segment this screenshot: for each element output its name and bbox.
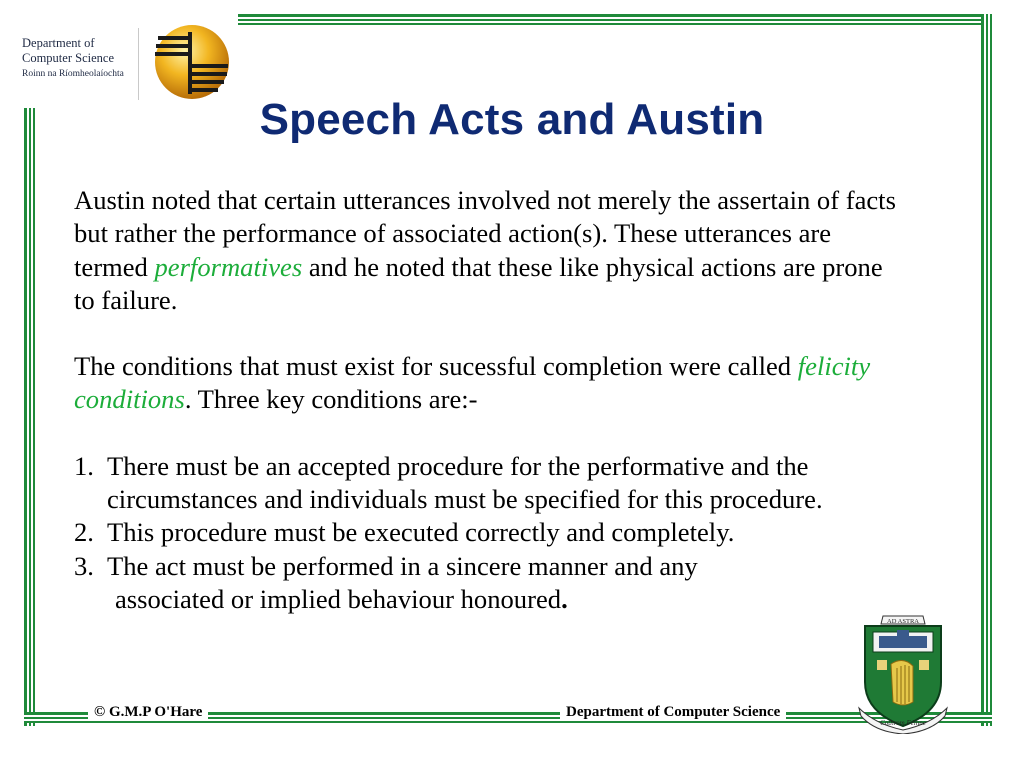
condition-end-period: . (561, 583, 568, 614)
crest-motto-bottom: Cothrom Féinne (880, 719, 926, 727)
condition-text-line-1: The act must be performed in a sincere manner and any (107, 550, 698, 581)
condition-text: This procedure must be executed correctly and completely. (107, 517, 735, 548)
condition-item (74, 516, 904, 549)
logo-line-2: Computer Science (22, 51, 114, 65)
term-performatives: performatives (154, 251, 303, 282)
logo-divider (138, 28, 139, 100)
logo-line-3: Roinn na Ríomheolaíochta (22, 69, 124, 79)
crest-motto-top: AD ASTRA (887, 618, 919, 625)
p2-text-before: The conditions that must exist for sucessful completion were called (74, 351, 798, 382)
slide-body (74, 184, 904, 616)
condition-number: 1. (74, 450, 94, 481)
slide-title: Speech Acts and Austin (259, 95, 765, 144)
footer-copyright: © G.M.P O'Hare (88, 704, 208, 721)
paragraph-performatives (74, 184, 904, 317)
paragraph-felicity (74, 350, 904, 417)
p1-text-after: and he noted that these like physical actions are prone to failure. (74, 251, 883, 315)
frame-left-border (24, 108, 35, 726)
condition-text-line-2: associated or implied behaviour honoured (115, 583, 562, 614)
department-logo (22, 36, 132, 81)
condition-number: 2. (74, 517, 94, 548)
p1-text-before: Austin noted that certain utterances involved not merely the assertain of facts but rather the performance of associated action(s). These utterances are termed (74, 185, 896, 282)
condition-item (74, 450, 904, 517)
condition-number: 3. (74, 550, 94, 581)
condition-text: There must be an accepted procedure for the performative and the circumstances and individuals must be specified for this procedure. (107, 450, 823, 515)
footer-department: Department of Computer Science (560, 704, 786, 721)
p2-text-after: . Three key conditions are:- (184, 384, 478, 415)
frame-top-border (238, 14, 992, 25)
term-felicity-conditions: felicity conditions (74, 351, 871, 415)
condition-item (74, 550, 904, 617)
logo-line-1: Department of (22, 36, 95, 50)
department-orb-icon (152, 22, 232, 102)
university-crest-icon (855, 612, 951, 734)
